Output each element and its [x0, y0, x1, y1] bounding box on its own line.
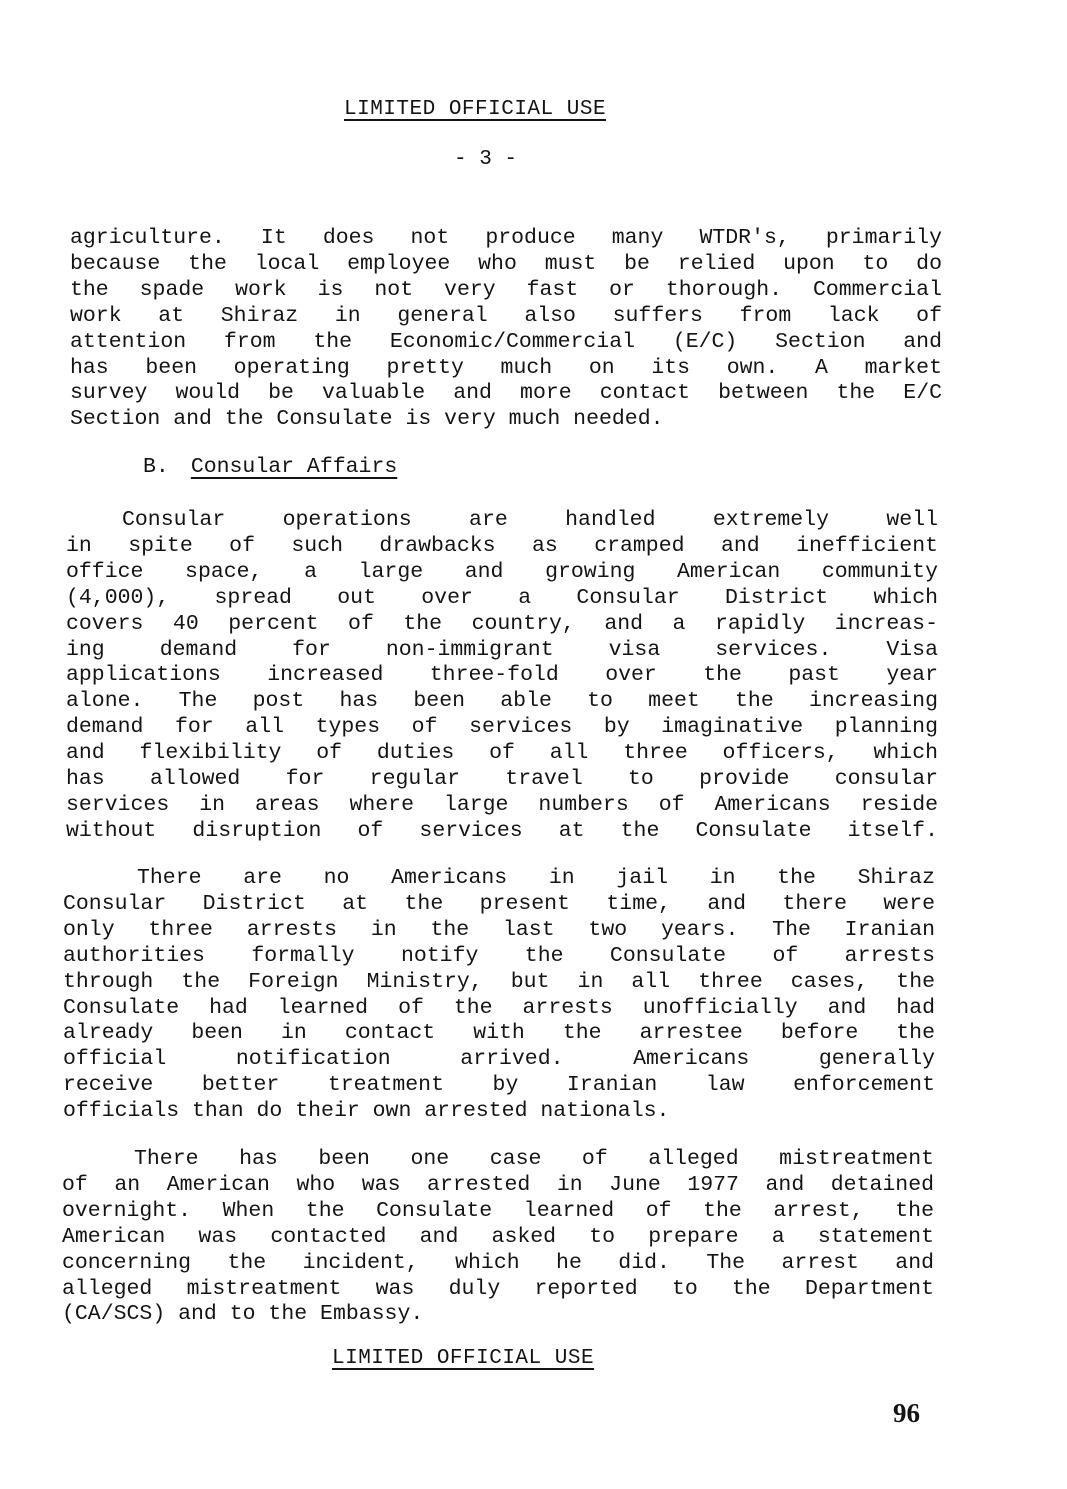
text-line: only three arrests in the last two years. The Iranian: [63, 917, 935, 942]
text-line: Consulate had learned of the arrests unofficially and had: [63, 995, 935, 1020]
text-line: receive better treatment by Iranian law enforcement: [63, 1073, 935, 1098]
text-line: authorities formally notify the Consulate of arrests: [63, 943, 935, 968]
text-line: already been in contact with the arrestee before the: [63, 1021, 935, 1046]
text-line: Consular District at the present time, and there were: [63, 891, 935, 916]
text-line: applications increased three-fold over the past year: [66, 663, 938, 688]
text-line: office space, a large and growing American community: [66, 559, 938, 584]
page-number: 96: [893, 1398, 920, 1428]
text-line: demand for all types of services by imaginative planning: [66, 715, 938, 740]
section-heading-consular-affairs: [143, 455, 397, 479]
text-line: (CA/SCS) and to the Embassy.: [62, 1302, 424, 1327]
text-line: There has been one case of alleged mistreatment: [134, 1147, 934, 1171]
text-line: through the Foreign Ministry, but in all three cases, the: [63, 969, 935, 994]
classification-header: LIMITED OFFICIAL USE: [344, 98, 607, 121]
text-line: services in areas where large numbers of Americans reside: [66, 792, 938, 817]
text-line: ing demand for non-immigrant visa services. Visa: [66, 637, 938, 662]
text-line: has allowed for regular travel to provide consular: [66, 767, 938, 792]
paragraph-consular-operations: [66, 508, 938, 845]
text-line: (4,000), spread out over a Consular District which: [66, 585, 938, 610]
text-line: alone. The post has been able to meet the increasing: [66, 689, 938, 714]
text-line: without disruption of services at the Consulate itself.: [66, 818, 938, 843]
text-line: has been operating pretty much on its own. A market: [70, 355, 942, 380]
text-line: alleged mistreatment was duly reported to the Department: [62, 1276, 934, 1301]
text-line: Section and the Consulate is very much needed.: [70, 407, 664, 432]
text-line: the spade work is not very fast or thorough. Commercial: [70, 277, 942, 302]
text-line: There are no Americans in jail in the Shiraz: [137, 866, 935, 890]
text-line: official notification arrived. Americans generally: [63, 1047, 935, 1072]
text-line: covers 40 percent of the country, and a rapidly increas-: [66, 611, 938, 636]
text-line: attention from the Economic/Commercial (E/C) Section and: [70, 329, 942, 354]
text-line: American was contacted and asked to prepare a statement: [62, 1224, 934, 1249]
text-line: survey would be valuable and more contact between the E/C: [70, 381, 942, 406]
text-line: agriculture. It does not produce many WTDR's, primarily: [70, 226, 942, 250]
section-title: Consular Affairs: [190, 455, 398, 479]
text-line: in spite of such drawbacks as cramped and inefficient: [66, 533, 938, 558]
text-line: work at Shiraz in general also suffers from lack of: [70, 303, 942, 328]
text-line: officials than do their own arrested nationals.: [63, 1099, 670, 1124]
text-line: and flexibility of duties of all three officers, which: [66, 741, 938, 766]
page-indicator: - 3 -: [454, 148, 518, 171]
text-line: overnight. When the Consulate learned of the arrest, the: [62, 1198, 934, 1223]
text-line: of an American who was arrested in June 1977 and detained: [62, 1172, 934, 1197]
text-line: Consular operations are handled extremely well: [122, 508, 938, 532]
text-line: because the local employee who must be relied upon to do: [70, 251, 942, 276]
classification-footer: LIMITED OFFICIAL USE: [332, 1347, 595, 1370]
paragraph-arrests: [63, 866, 935, 1125]
paragraph-commercial: [70, 226, 942, 433]
section-letter: B.: [143, 455, 169, 479]
paragraph-mistreatment: [62, 1147, 934, 1328]
text-line: concerning the incident, which he did. The arrest and: [62, 1250, 934, 1275]
